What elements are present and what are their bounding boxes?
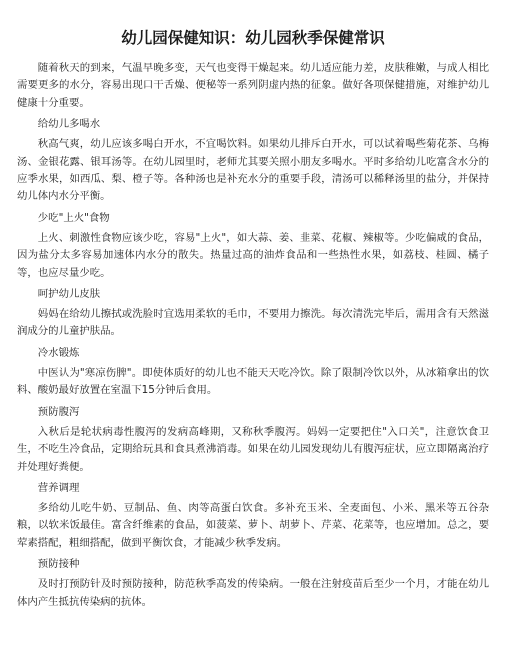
section-body-cold-water-exercise: 中医认为"寒凉伤脾"。即使体质好的幼儿也不能天天吃冷饮。除了限制冷饮以外，从冰箱拿出的饮料、酸奶最好放置在室温下15分钟后食用。	[17, 366, 489, 397]
section-body-skin-care: 妈妈在给幼儿擦拭或洗脸时宜选用柔软的毛巾，不要用力擦洗。每次清洗完毕后，需用含有天然滋润成分的儿童护肤品。	[17, 308, 489, 338]
section-heading-skin-care: 呵护幼儿皮肤	[37, 288, 101, 301]
section-body-drink-water: 秋高气爽，幼儿应该多喝白开水，不宜喝饮料。如果幼儿排斥白开水，可以试着喝些菊花茶、乌梅汤、金银花露、银耳汤等。在幼儿园里时，老师尤其要关照小朋友多喝水。平时多给幼儿吃富含水分的应季水果，如西瓜、梨、橙子等。各种汤也是补充水分的重要手段，清汤可以稀释汤里的盐分，并保持幼儿体内水分平衡。	[17, 138, 489, 203]
section-heading-nutrition: 营养调理	[37, 481, 80, 494]
section-body-nutrition: 多给幼儿吃牛奶、豆制品、鱼、肉等高蛋白饮食。多补充玉米、全麦面包、小米、黑米等五谷杂粮，以软米饭最佳。富含纤维素的食品，如菠菜、萝卜、胡萝卜、芹菜、花菜等，也应增加。总之，要荤素搭配，粗细搭配，做到平衡饮食，才能减少秋季发病。	[17, 501, 489, 549]
intro-paragraph: 随着秋天的到来，气温早晚多变，天气也变得干燥起来。幼儿适应能力差，皮肤稚嫩，与成人相比需要更多的水分，容易出现口干舌燥、便秘等一系列阴虚内热的征象。做好各项保健措施，对维护幼儿健康十分重要。	[17, 62, 489, 109]
section-heading-drink-water: 给幼儿多喝水	[37, 118, 101, 131]
section-heading-less-heaty-food: 少吃"上火"食物	[37, 211, 110, 224]
section-body-prevent-diarrhea: 入秋后是轮状病毒性腹泻的发病高峰期，又称秋季腹泻。妈妈一定要把住"入口关"，注意饮食卫生，不吃生冷食品，定期给玩具和食具煮沸消毒。如果在幼儿园发现幼儿有腹泻症状，应立即隔离治疗并处理好粪便。	[17, 425, 489, 473]
section-heading-prevent-diarrhea: 预防腹泻	[37, 405, 80, 418]
section-heading-vaccination: 预防接种	[37, 558, 80, 571]
article-title: 幼儿园保健知识：幼儿园秋季保健常识	[121, 29, 385, 47]
section-body-less-heaty-food: 上火、刺激性食物应该少吃，容易"上火"，如大蒜、姜、韭菜、花椒、辣椒等。少吃偏咸的食品，因为盐分太多容易加速体内水分的散失。热量过高的油炸食品和一些热性水果，如荔枝、桂圆、橘子等，也应尽量少吃。	[17, 231, 489, 279]
section-heading-cold-water-exercise: 冷水锻炼	[37, 346, 80, 359]
section-body-vaccination: 及时打预防针及时预防接种，防范秋季高发的传染病。一般在注射疫苗后至少一个月，才能在幼儿体内产生抵抗传染病的抗体。	[17, 578, 489, 608]
